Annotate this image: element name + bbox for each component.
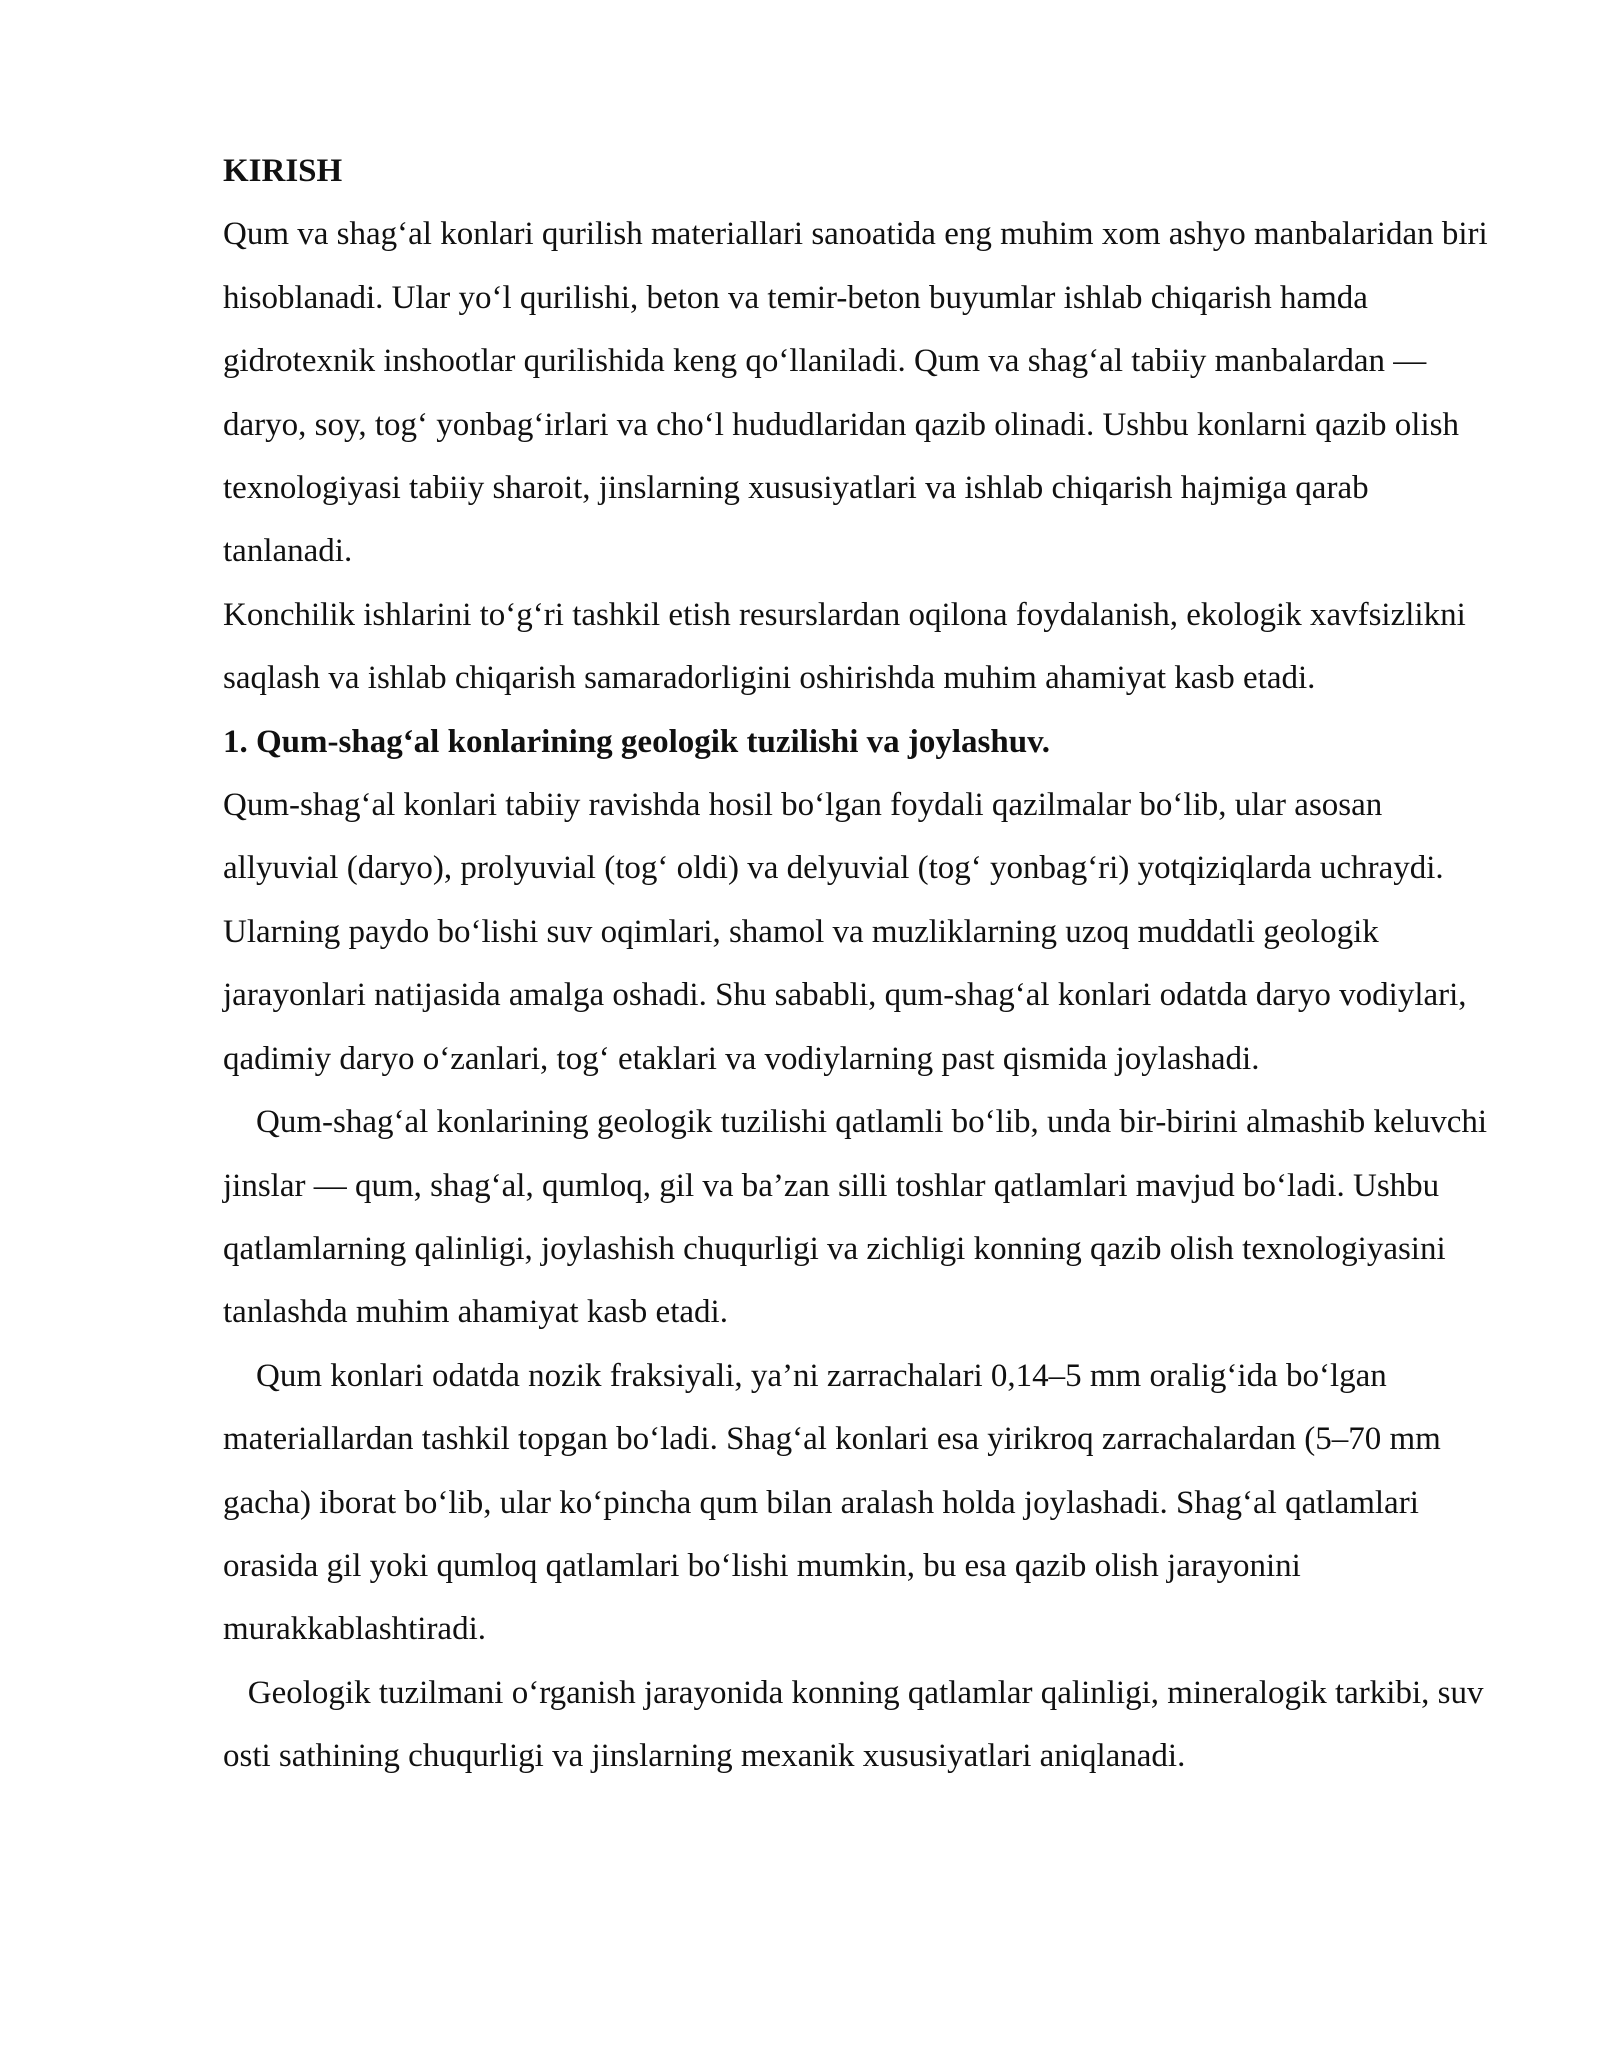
section-1-paragraph-4: Geologik tuzilmani o‘rganish jarayonida konning qatlamlar qalinligi, mineralogik tarkibi, suv osti sathining chuqurligi va jinslarning mexanik xususiyatlari aniqlanadi.: [223, 1674, 1492, 1775]
intro-heading: KIRISH: [223, 153, 343, 189]
section-1-heading: 1. Qum-shag‘al konlarining geologik tuzilishi va joylashuv.: [223, 723, 1050, 760]
section-1-paragraph-2: Qum-shag‘al konlarining geologik tuzilishi qatlamli bo‘lib, unda bir-birini almashib keluvchi jinslar — qum, shag‘al, qumloq, gil va ba’zan silli toshlar qatlamlari mavjud bo‘ladi. Ushbu qatlamlarning qalinligi, joylashish chuqurligi va zichligi konning qazib olish texnologiyasini tanlashda muhim ahamiyat kasb etadi.: [223, 1104, 1496, 1331]
section-1-paragraph-3: Qum konlari odatda nozik fraksiyali, ya’ni zarrachalari 0,14–5 mm oralig‘ida bo‘lgan materiallardan tashkil topgan bo‘ladi. Shag‘al konlari esa yirikroq zarrachalardan (5–70 mm gacha) iborat bo‘lib, ular ko‘pincha qum bilan aralash holda joylashadi. Shag‘al qatlamlari orasida gil yoki qumloq qatlamlari bo‘lishi mumkin, bu esa qazib olish jarayonini murakkablashtiradi.: [223, 1357, 1450, 1648]
intro-paragraph-1: Qum va shag‘al konlari qurilish materiallari sanoatida eng muhim xom ashyo manbalaridan biri hisoblanadi. Ular yo‘l qurilishi, beton va temir-beton buyumlar ishlab chiqarish hamda gidrotexnik inshootlar qurilishida keng qo‘llaniladi. Qum va shag‘al tabiiy manbalardan — daryo, soy, tog‘ yonbag‘irlari va cho‘l hududlaridan qazib olinadi. Ushbu konlarni qazib olish texnologiyasi tabiiy sharoit, jinslarning xususiyatlari va ishlab chiqarish hajmiga qarab tanlanadi.: [223, 216, 1496, 570]
section-1-paragraph-1: Qum-shag‘al konlari tabiiy ravishda hosil bo‘lgan foydali qazilmalar bo‘lib, ular asosan allyuvial (daryo), prolyuvial (tog‘ oldi) va delyuvial (tog‘ yonbag‘ri) yotqiziqlarda uchraydi. Ularning paydo bo‘lishi suv oqimlari, shamol va muzliklarning uzoq muddatli geologik jarayonlari natijasida amalga oshadi. Shu sababli, qum-shag‘al konlari odatda daryo vodiylari, qadimiy daryo o‘zanlari, tog‘ etaklari va vodiylarning past qismida joylashadi.: [223, 787, 1475, 1077]
document-page: [223, 140, 1503, 1789]
intro-paragraph-2: Konchilik ishlarini to‘g‘ri tashkil etish resurslardan oqilona foydalanish, ekologik xavfsizlikni saqlash va ishlab chiqarish samaradorligini oshirishda muhim ahamiyat kasb etadi.: [223, 596, 1475, 697]
